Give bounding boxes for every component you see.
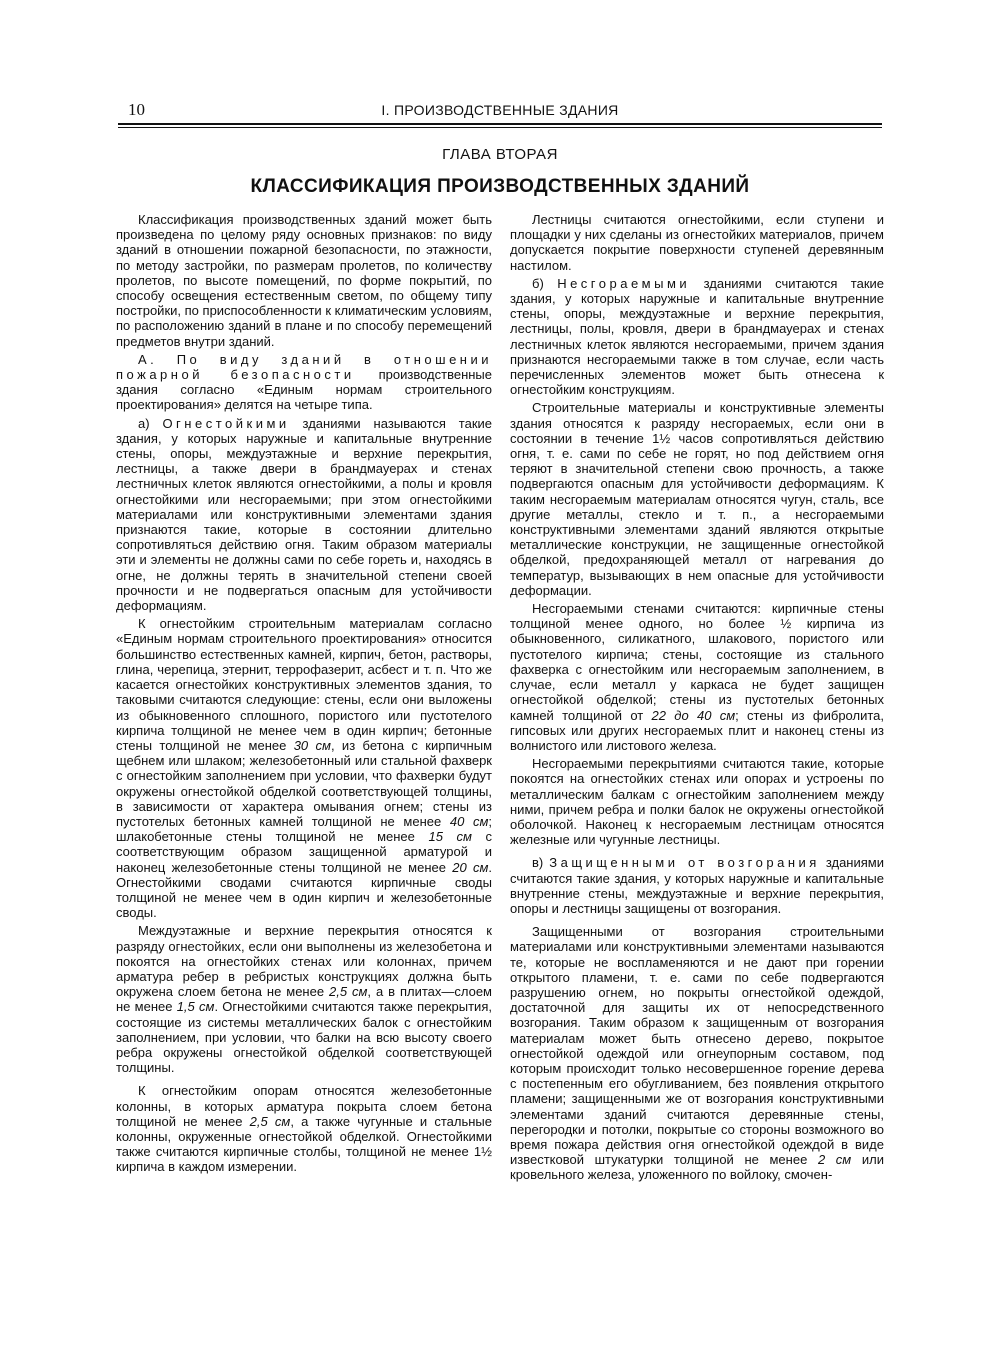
unit-value: 2,5 см (329, 984, 368, 1000)
text-run: . Огнестойкими считаются также перекрытия, состоящие из системы металлических балок с огнестойким заполнением, при условии, что балки на всю высоту своего ребра окружены огнестойкой обделкой соответствующей толщины. (116, 999, 492, 1076)
chapter-title: КЛАССИФИКАЦИЯ ПРОИЗВОДСТВЕННЫХ ЗДАНИЙ (250, 176, 750, 197)
unit-value: 1,5 см (176, 999, 215, 1015)
paragraph (510, 276, 884, 398)
text-run: Междуэтажные и верхние перекрытия относятся к разряду огнестойких, если они выполнены из железобетона и покоятся на огнестойких стенах или колоннах, причем арматура ребер в ребристых конструкциях должна быть окружена слоем бетона не менее (116, 923, 492, 1000)
unit-value: 22 до 40 см (651, 707, 736, 723)
paragraph (116, 352, 492, 413)
text-run: с соответствующим образом защищенной арматурой и наконец железобетонные стены толщиной не менее (116, 829, 492, 875)
text-run: производственные здания согласно «Единым нормам строительного проектирования» делятся на четыре типа. (116, 367, 492, 413)
paragraph (116, 616, 492, 920)
page-number: 10 (128, 100, 145, 119)
text-run: К огнестойким опорам относятся железобетонные колонны, в которых арматура покрыта слоем бетона толщиной не менее (116, 1083, 492, 1129)
paragraph: Строительные материалы и конструктивные элементы здания относятся к разряду несгораемых, если они в состоянии в течение 1½ часов сопротивляться действию огня, т. е. сами по себе не горят, но под действием огня теряют в значительной степени свою прочность, а также подвергаются опасным для устойчивости деформациям. К таким несгораемым материалам относятся чугун, сталь, все другие металлы, стекло и т. п., а несгораемыми конструктивными элементами зданий являются открытые металлические конструкции, не защищенные огнестойкой обделкой, предохраняющей металл от нагревания до температур, вызывающих в нем опасные для устойчивости деформации. (510, 400, 884, 598)
unit-value: 20 см (452, 859, 489, 875)
text-run: или кровельного железа, уложенного по войлоку, смочен- (510, 1152, 884, 1183)
text-run: . Огнестойкими сводами считаются кирпичные своды толщиной не менее чем в один кирпич и железобетонные своды. (116, 859, 492, 921)
page-header (118, 100, 882, 122)
text-run: зданиями считаются такие здания, у которых наружные и капитальные внутренние стены, междуэтажные и верхние перекрытия, опоры и лестницы защищены от возгорания. (510, 855, 884, 916)
right-column (510, 212, 884, 1242)
paragraph (510, 924, 884, 1182)
chapter-label: ГЛАВА ВТОРАЯ (442, 146, 558, 163)
item-marker: а) (138, 415, 163, 431)
paragraph (510, 855, 884, 916)
running-title: I. ПРОИЗВОДСТВЕННЫЕ ЗДАНИЯ (381, 102, 619, 118)
paragraph (510, 601, 884, 753)
text-run: Несгораемыми стенами считаются: кирпичные стены толщиной менее одного, но более ½ кирпича из обыкновенного, силикатного, шлакового, пористого или пустотелого кирпича; стены, состоящие из стального фахверка с огнестойким или несгораемым заполнением, в случае, если металл у каркаса не будет защищен огнестойкой обделкой; стены из пустотелых бетонных камней толщиной от (510, 601, 884, 723)
unit-value: 40 см (449, 813, 489, 829)
paragraph: Несгораемыми перекрытиями считаются такие, которые покоятся на огнестойких стенах или опорах и устроены по металлическим балкам с огнестойким заполнением между ними, причем ребра и полки балок не окружены огнестойкой оболочкой. Наконец к несгораемым лестницам относятся железные или чугунные лестницы. (510, 756, 884, 848)
unit-value: 2 см (817, 1152, 852, 1168)
paragraph (116, 923, 492, 1075)
text-run: К огнестойким строительным материалам согласно «Единым нормам строительного проектирования» относится большинство естественных камней, кирпич, бетон, растворы, глина, черепица, этернит, террофазерит, асбест и т. п. Что же касается огнестойких конструктивных элементов здания, то таковыми считаются следующие: стены, если они выложены из обыкновенного сплошного, пористого или пустотелого кирпича толщиной не менее чем в один кирпич; бетонные стены толщиной не менее (116, 616, 492, 753)
paragraph (116, 416, 492, 614)
text-run: , а в плитах—слоем не менее (116, 984, 492, 1015)
header-rule-thin (118, 127, 882, 128)
unit-value: 30 см (293, 737, 331, 753)
text-run: зданиями считаются такие здания, у которых наружные и капитальные внутренние стены, опоры, междуэтажные и верхние перекрытия, лестницы, полы, кровля, двери в брандмауерах и стенах лестничных клеток являются несгораемыми, причем здания признаются несгораемыми также в том случае, если часть перечисленных элементов может быть отнесена к огнестойким конструкциям. (510, 275, 884, 398)
text-run: , а также чугунные и стальные колонны, окруженные огнестойкой обделкой. Огнестойкими также считаются кирпичные столбы, толщиной не менее 1½ кирпича в каждом измерении. (116, 1113, 492, 1175)
left-column (116, 212, 492, 1242)
text-run: Защищенными от возгорания строительными материалами или конструктивными элементами называются те, которые не воспламеняются и не дают при горении открытого пламени, т. е. сами по себе подвергаются разрушению огнем, но покрыты огнестойкой одеждой, достаточной для защиты их от непосредственного возгорания. Таким образом к защищенным от возгорания материалам может быть отнесено дерево, покрытое огнестойкой одеждой или огнеупорным составом, под которым происходит только несовершенное горение дерева с постепенным его обугливанием, без появления открытого пламени; защищенными же от возгорания конструктивными элементами зданий считаются деревянные стены, перегородки и потолки, покрытые со стороны возможного во время пожара действия огня огнестойкой одеждой в виде известковой штукатурки толщиной не менее (510, 924, 884, 1168)
unit-value: 15 см (428, 829, 472, 845)
text-run: ; стены из фибролита, гипсовых или других несгораемых плит и наконец стены из волнистого или листового железа. (510, 707, 884, 753)
text-run: , из бетона с кирпичным щебнем или шлаком; железобетонный или стальной фахверк с огнестойким заполнением при условии, что фахверки будут окружены огнестойкой обделкой соответствующей толщины, в зависимости от характера омывания огнем; стены из пустотелых бетонных камней толщиной не менее (116, 737, 492, 829)
unit-value: 2,5 см (249, 1113, 291, 1129)
header-rule-thick (118, 123, 882, 125)
spaced-term: Несгораемыми (557, 275, 691, 291)
paragraph: Классификация производственных зданий может быть произведена по целому ряду основных признаков: по виду зданий в отношении пожарной безопасности, по этажности, по методу застройки, по размерам пролетов, по количеству пролетов, по высоте помещений, по форме покрытий, по способу освещения естественным светом, по общему типу постройки, по приспособленности к климатическим условиям, по расположению зданий в плане и по способу перемещений предметов внутри зданий. (116, 212, 492, 349)
text-run: зданиями называются такие здания, у которых наружные и капитальные внутренние стены, опоры, междуэтажные и верхние перекрытия, лестницы, а также двери в брандмауерах и стенах лестничных клеток являются огнестойкими, а полы и кровля огнестойкими или несгораемыми; при этом огнестойкими материалами или конструктивными элементами здания признаются такие, которые в состоянии длительно сопротивляться действию огня. Таким образом материалы эти и элементы не должны сами по себе гореть и, находясь в огне, не должны терять в значительной степени своей прочности и не подвергаться опасным для устойчивости деформациям. (116, 415, 492, 614)
paragraph (116, 1083, 492, 1174)
paragraph: Лестницы считаются огнестойкими, если ступени и площадки у них сделаны из огнестойких материалов, причем допускается покрытие поверхности ступеней деревянным настилом. (510, 212, 884, 273)
item-marker: б) (532, 275, 558, 291)
item-marker: в) (532, 855, 550, 871)
spaced-heading: А. По виду зданий в отношении пожарной безопасности (116, 351, 492, 383)
text-run: ; шлакобетонные стены толщиной не менее (116, 813, 492, 845)
spaced-term: Огнестойкими (162, 415, 290, 431)
spaced-term: Защищенными от возгорания (549, 855, 820, 871)
